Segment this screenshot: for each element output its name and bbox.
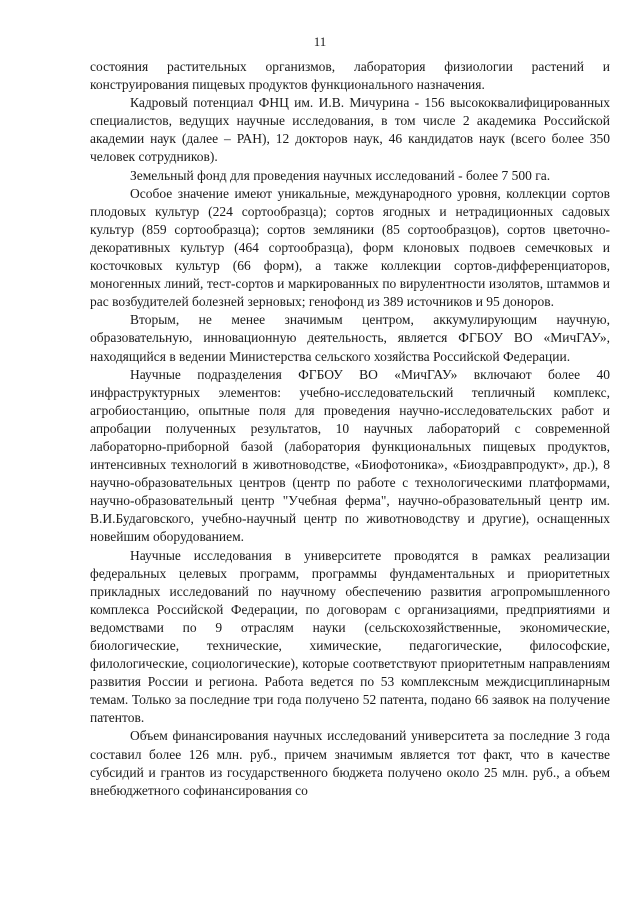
page-number: 11 — [313, 34, 327, 49]
paragraph-research-programs: Научные исследования в университете проводятся в рамках реализации федеральных целевых программ, программы фундаментальных и приоритетных прикладных исследований по научному обеспечению развития агропромышленного комплекса Российской Федерации, по договорам с организациями, предприятиями и ведомствами по 9 отраслям науки (сельскохозяйственные, экономические, биологические, технические, химические, педагогические, философские, филологические, социологические), которые соответствуют приоритетным направлениям развития России и региона. Работа ведется по 53 комплексным междисциплинарным темам. Только за последние три года получено 52 патента, подано 66 заявок на получение патентов. — [90, 547, 610, 726]
paragraph-continuation: состояния растительных организмов, лаборатория физиологии растений и конструирования пищевых продуктов функционального назначения. — [90, 59, 610, 93]
paragraph-staff: Кадровый потенциал ФНЦ им. И.В. Мичурина - 156 высококвалифицированных специалистов, ведущих научные исследования, в том числе 2 академика Российской академии наук (далее – РАН), 12 докторов наук, 46 кандидатов наук (всего более 350 человек сотрудников). — [90, 95, 610, 165]
paragraph-land-fund: Земельный фонд для проведения научных исследований - более 7 500 га. — [130, 167, 551, 183]
document-body — [90, 58, 610, 800]
paragraph-second-center: Вторым, не менее значимым центром, аккумулирующим научную, образовательную, инновационную деятельность, является ФГБОУ ВО «МичГАУ», находящийся в ведении Министерства сельского хозяйства Российской Федерации. — [90, 312, 610, 364]
paragraph-funding: Объем финансирования научных исследований университета за последние 3 года составил более 126 млн. руб., причем значимым является тот факт, что в качестве субсидий и грантов из государственного бюджета получено около 25 млн. руб., а объем внебюджетного софинансирования со — [90, 728, 610, 798]
paragraph-collections: Особое значение имеют уникальные, международного уровня, коллекции сортов плодовых культур (224 сортообразца); сортов ягодных и нетрадиционных садовых культур (859 сортообразца); сортов земляники (85 сортообразцов), сортов цветочно-декоративных культур (464 сортообразца), форм клоновых подвоев семечковых и косточковых культур (66 форм), а также коллекции сортов-дифференциаторов, моногенных линий, тест-сортов и маркированных по вирулентности изолятов, штаммов и рас возбудителей болезней зерновых; генофонд из 389 источников и 95 доноров. — [90, 185, 610, 310]
paragraph-research-units: Научные подразделения ФГБОУ ВО «МичГАУ» включают более 40 инфраструктурных элементов: учебно-исследовательский тепличный комплекс, агробиостанцию, опытные поля для проведения научно-исследовательских работ и апробации полученных результатов, 10 научных лабораторий с современной лабораторно-приборной базой (лаборатория функциональных пищевых продуктов, интенсивных технологий в животноводстве, «Биофотоника», «Биоздравпродукт», др.), 8 научно-образовательных центров (центр по работе с технологическими платформами, научно-образовательный центр "Учебная ферма", научно-образовательный центр им. В.И.Будаговского, учебно-научный центр по животноводству и другие), оснащенных новейшим оборудованием. — [90, 366, 610, 545]
